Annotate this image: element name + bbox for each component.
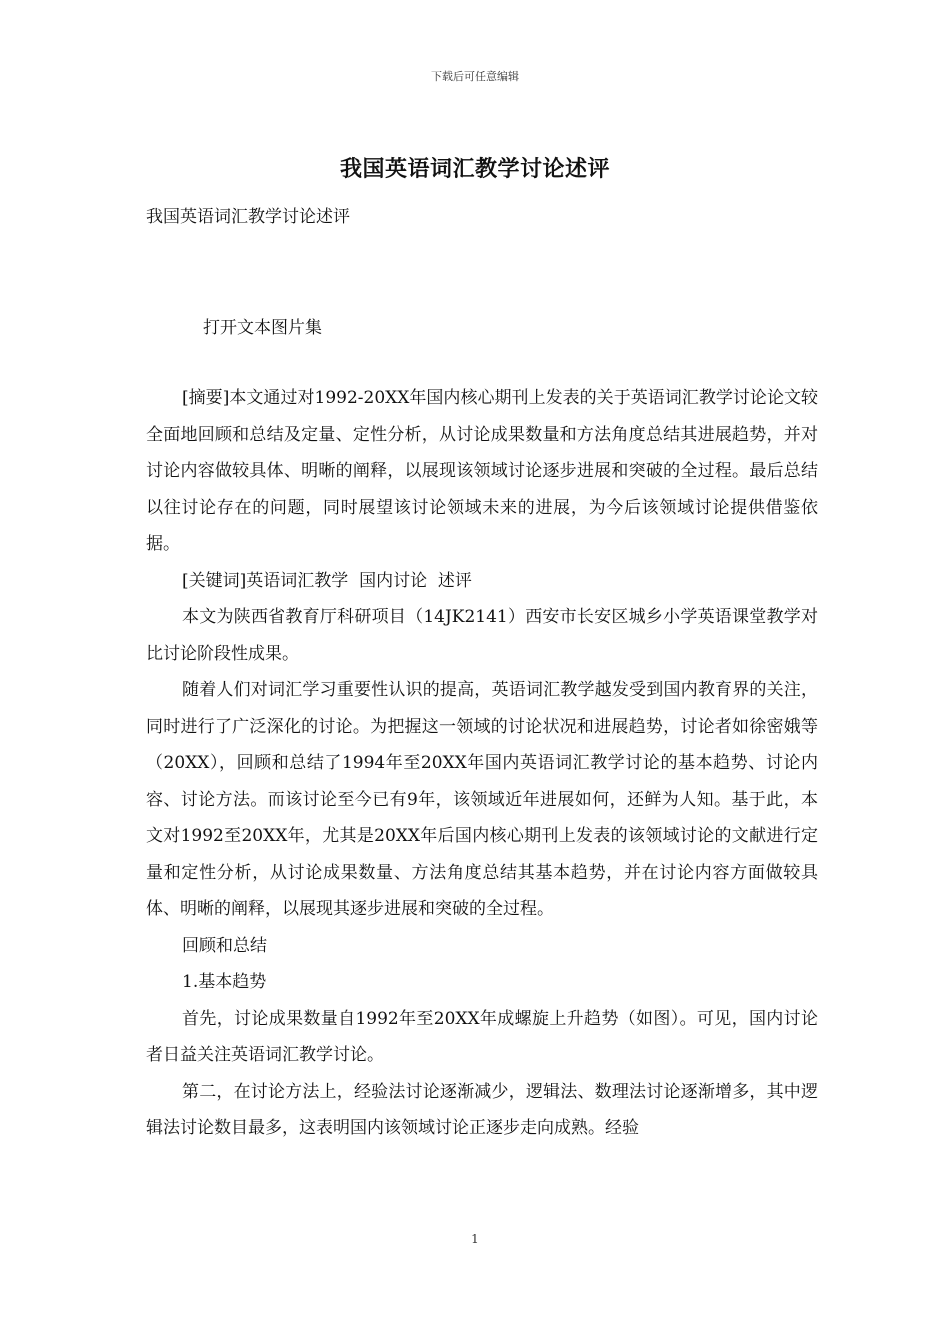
section-heading-review: 回顾和总结 <box>182 935 267 956</box>
funding-paragraph: 本文为陕西省教育厅科研项目（14JK2141）西安市长安区城乡小学英语课堂教学对比讨论阶段性成果。 <box>146 607 818 664</box>
abstract-paragraph: [摘要]本文通过对1992-20XX年国内核心期刊上发表的关于英语词汇教学讨论论文较全面地回顾和总结及定量、定性分析，从讨论成果数量和方法角度总结其进展趋势，并对讨论内容做较具体、明晰的阐释，以展现该领域讨论逐步进展和突破的全过程。最后总结以往讨论存在的问题，同时展望该讨论领域未来的进展，为今后该领域讨论提供借鉴依据。 <box>146 388 818 554</box>
page-header: 下载后可任意编辑 <box>431 70 519 83</box>
keywords-paragraph: [关键词]英语词汇教学 国内讨论 述评 <box>182 570 472 591</box>
document-subtitle: 我国英语词汇教学讨论述评 <box>146 207 350 227</box>
first-paragraph: 首先，讨论成果数量自1992年至20XX年成螺旋上升趋势（如图）。可见，国内讨论者日益关注英语词汇教学讨论。 <box>146 1008 818 1065</box>
article-body <box>146 380 818 1147</box>
intro-paragraph: 随着人们对词汇学习重要性认识的提高，英语词汇教学越发受到国内教育界的关注，同时进行了广泛深化的讨论。为把握这一领域的讨论状况和进展趋势，讨论者如徐密娥等（20XX），回顾和总结了1994年至20XX年国内英语词汇教学讨论的基本趋势、讨论内容、讨论方法。而该讨论至今已有9年，该领域近年进展如何，还鲜为人知。基于此，本文对1992至20XX年，尤其是20XX年后国内核心期刊上发表的该领域讨论的文献进行定量和定性分析，从讨论成果数量、方法角度总结其基本趋势，并在讨论内容方面做较具体、明晰的阐释，以展现其逐步进展和突破的全过程。 <box>146 680 818 919</box>
open-image-set-link[interactable]: 打开文本图片集 <box>203 318 322 338</box>
section-heading-trend: 1.基本趋势 <box>182 972 267 992</box>
page-number: 1 <box>471 1232 479 1246</box>
second-paragraph: 第二，在讨论方法上，经验法讨论逐渐减少，逻辑法、数理法讨论逐渐增多，其中逻辑法讨论数目最多，这表明国内该领域讨论正逐步走向成熟。经验 <box>146 1081 818 1138</box>
document-title: 我国英语词汇教学讨论述评 <box>339 156 610 182</box>
